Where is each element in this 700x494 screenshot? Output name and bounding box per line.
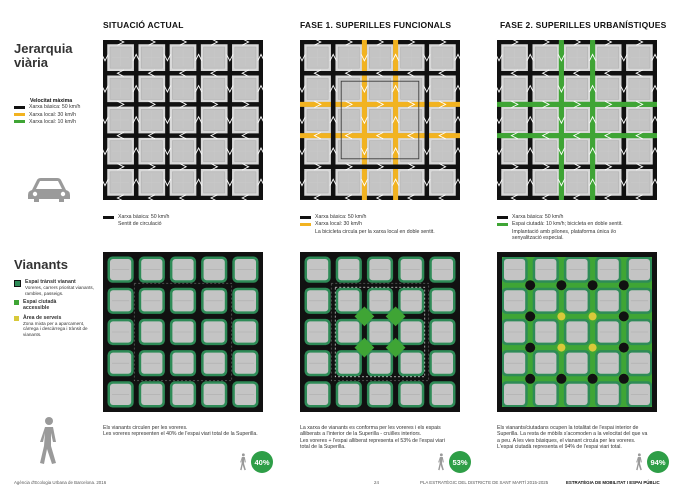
pedestrian-small-icon	[634, 452, 644, 472]
service-area	[557, 312, 565, 320]
legend-title: Velocitat màxima	[30, 98, 73, 104]
service-area	[557, 344, 565, 352]
caption-line: Superilla. La resta de mòbils s'acomoden a la velocitat del que va	[497, 431, 648, 438]
crossing	[556, 374, 566, 384]
caption-line: Implantació amb pilones, plataforma única i/o	[512, 228, 617, 235]
footer-left: Agència d'Ecologia Urbana de Barcelona. 2016	[14, 480, 107, 485]
caption-line: Xarxa bàsica: 50 km/h	[118, 214, 170, 220]
crossing	[588, 280, 598, 290]
swatch-local30	[14, 113, 25, 116]
legend-accessible-title: Espai ciutadà accessible	[23, 299, 57, 312]
crossing	[619, 280, 629, 290]
caption-line: senyalització especial.	[512, 234, 564, 241]
caption-phase1-top	[300, 214, 470, 235]
swatch-accessible	[14, 300, 19, 305]
swatch-local10	[14, 120, 25, 123]
crossing	[525, 374, 535, 384]
legend-service-text: Zona mixta per a aparcament, càrrega i descàrrega i trànsit de vianants.	[23, 321, 88, 337]
caption-line: Espai ciutadà: 10 km/h; bicicleta en doble sentit.	[512, 221, 623, 228]
column-title-phase2: FASE 2. SUPERILLES URBANÍSTIQUES	[500, 20, 667, 30]
crossing	[556, 280, 566, 290]
section-title-hierarchy	[14, 42, 73, 70]
caption-line: La xarxa de vianants es conforma per les voreres i els espais	[300, 425, 441, 431]
footer-center: PLA ESTRATÈGIC DEL DISTRICTE DE SANT MARTÍ 2015-2025	[420, 480, 549, 485]
map-phase2-pedestrian	[497, 252, 657, 412]
service-area	[589, 344, 597, 352]
caption-line: Els vianants/ciutadans ocupen la totalitat de l'espai interior de	[497, 425, 639, 431]
caption-current-top	[103, 214, 263, 228]
section-title-line2: viària	[14, 55, 48, 70]
legend-item-local30: Xarxa local: 30 km/h	[29, 111, 76, 118]
service-area	[589, 312, 597, 320]
swatch-basic	[103, 216, 114, 219]
car-icon	[26, 174, 72, 206]
pedestrian-small-icon	[436, 452, 446, 472]
swatch-local10	[497, 223, 508, 226]
map-phase2-hierarchy	[497, 40, 657, 200]
crossing	[525, 343, 535, 353]
badge-current: 40%	[251, 451, 273, 473]
column-title-current: SITUACIÓ ACTUAL	[103, 20, 184, 30]
caption-phase2-top	[497, 214, 672, 241]
swatch-basic	[14, 106, 25, 109]
caption-line: Les voreres + l'espai alliberat representa el 53% de l'espai viari	[300, 437, 445, 444]
caption-line: La bicicleta circula per la xarxa local en doble sentit.	[315, 228, 435, 235]
swatch-local30	[300, 223, 311, 226]
legend-item-local10: Xarxa local: 10 km/h	[29, 118, 76, 125]
caption-line: L'espai ciutadà representa el 94% de l'espai viari total.	[497, 443, 622, 450]
map-phase1-pedestrian	[300, 252, 460, 412]
caption-line: alliberats a l'interior de la Superilla - cruïlles interiors.	[300, 431, 422, 438]
swatch-service	[14, 316, 19, 321]
swatch-sidewalk	[14, 280, 21, 287]
caption-line: Xarxa bàsica: 50 km/h	[315, 214, 367, 220]
crossing	[525, 280, 535, 290]
caption-phase1-bottom	[300, 425, 480, 450]
swatch-basic	[497, 216, 508, 219]
section-title-pedestrians: Vianants	[14, 257, 68, 272]
caption-line: a peu. A les vies bàsiques, el vianant circula per les voreres.	[497, 437, 636, 444]
map-phase1-hierarchy	[300, 40, 460, 200]
crossing	[619, 374, 629, 384]
swatch-basic	[300, 216, 311, 219]
caption-line: Els vianants circulen per les voreres.	[103, 425, 188, 431]
footer-page: 24	[374, 480, 379, 485]
crossing	[619, 343, 629, 353]
caption-phase2-bottom	[497, 425, 682, 450]
crossing	[619, 311, 629, 321]
crossing	[525, 311, 535, 321]
map-current-pedestrian	[103, 252, 263, 412]
caption-current-bottom	[103, 425, 273, 438]
legend-sidewalk-title: Espai trànsit vianant	[25, 279, 76, 285]
caption-line: Xarxa bàsica: 50 km/h	[512, 214, 564, 220]
pedestrian-icon	[34, 416, 62, 466]
crossing	[588, 374, 598, 384]
caption-line: Sentit de circulació	[118, 221, 162, 228]
pedestrian-small-icon	[238, 452, 248, 472]
caption-line: total de la Superilla.	[300, 443, 346, 450]
legend-item-basic: Xarxa bàsica: 50 km/h	[29, 104, 81, 111]
badge-phase1: 53%	[449, 451, 471, 473]
legend-sidewalk-text: Voreres, carrers prioritat vianants, rambles, passeigs.	[25, 285, 94, 296]
footer-right: ESTRATÈGIA DE MOBILITAT I ESPAI PÚBLIC	[566, 480, 660, 485]
hierarchy-legend	[14, 98, 98, 126]
caption-line: Les voreres representen el 40% de l'espai viari total de la Superilla.	[103, 431, 258, 438]
legend-service-title: Àrea de serveis	[23, 314, 62, 321]
caption-line: Xarxa local: 30 km/h	[315, 221, 362, 228]
pedestrian-legend	[14, 279, 98, 338]
map-current-hierarchy	[103, 40, 263, 200]
column-title-phase1: FASE 1. SUPERILLES FUNCIONALS	[300, 20, 452, 30]
badge-phase2: 94%	[647, 451, 669, 473]
section-title-line1: Jerarquia	[14, 41, 73, 56]
